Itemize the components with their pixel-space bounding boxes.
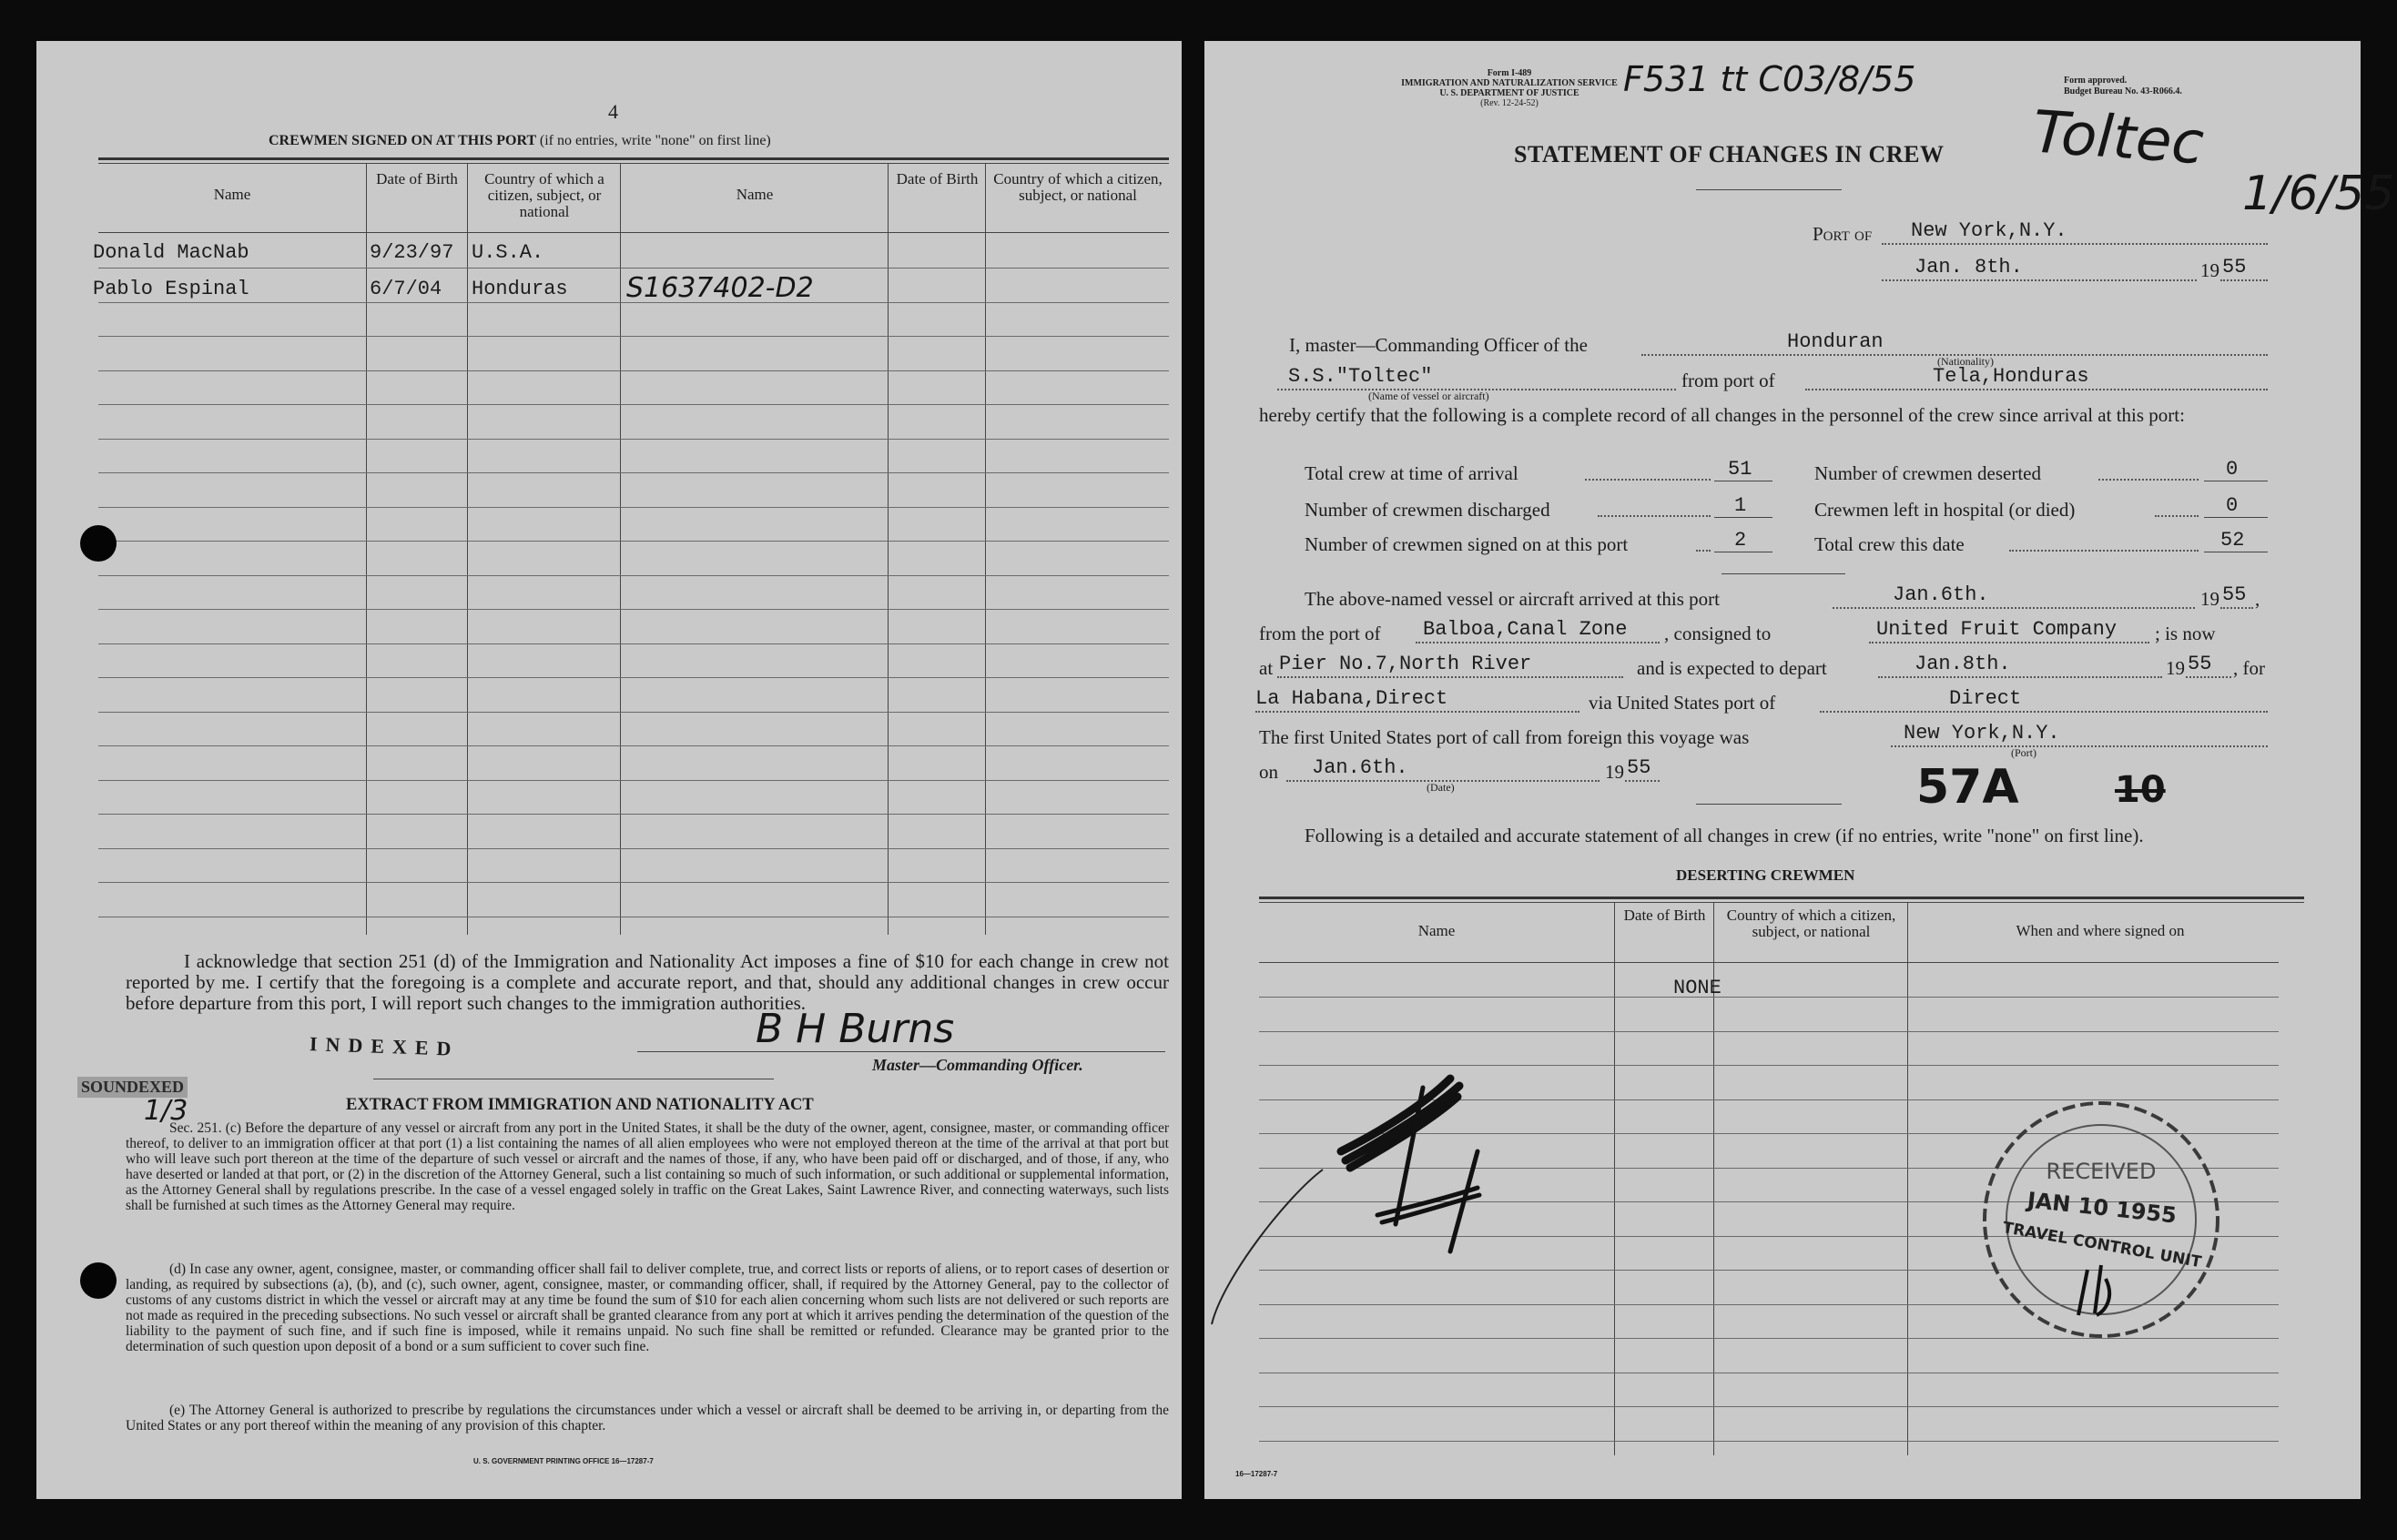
section-251d: (d) In case any owner, agent, consignee, master, or commanding officer shall fail to deliver complete, true, and correct lists or reports of aliens, or to report cases of desertion or landing, as required by subsections (a), (b), and (c), such owner, agent, consignee, master, or commanding officer, shall, if required by the Attorney General, pay to the collector of customs of any customs district in which the vessel or aircraft may at any time be found the sum of $10 for each alien concerning whom such lists are not delivered or such reports are not made as required in the preceding subsections. No such vessel or aircraft shall be granted clearance from any port at which it arrives pending the determination of the question of the liability to the payment of such fine, and if such fine is imposed, while it remains unpaid. No such fine shall be remitted or refunded. Clearance may be granted prior to the determination of such question upon deposit of a bond or a sum sufficient to cover such fine. [126, 1261, 1169, 1354]
expected-date: Jan.8th. [1915, 653, 2011, 675]
port-of-line [1882, 243, 2268, 245]
first-port-line [1891, 745, 2268, 747]
signature-line [637, 1051, 1165, 1052]
stat-value-total: 52 [2220, 529, 2245, 552]
page-number: 4 [608, 100, 618, 123]
table-header-rule [98, 232, 1169, 233]
none-entry: NONE [1673, 977, 1722, 999]
col-header-dob-2: Date of Birth [896, 170, 979, 187]
department-name: U. S. DEPARTMENT OF JUSTICE [1439, 88, 1579, 98]
punch-hole [80, 525, 117, 562]
table-row-rule [98, 370, 1169, 371]
des-col-header-name: Name [1417, 922, 1456, 939]
col-header-country-2: Country of which a citizen, subject, or national [993, 170, 1163, 204]
table-row-rule [98, 541, 1169, 542]
soundexed-stamp: SOUNDEXED [77, 1077, 188, 1098]
master-text: I, master—Commanding Officer of the [1289, 334, 1588, 356]
stat-dots [2155, 515, 2199, 517]
table-row-rule [98, 745, 1169, 746]
stat-line [2204, 517, 2268, 518]
expected-year-prefix: 19 [2166, 657, 2185, 679]
dest-line [1255, 711, 1579, 713]
handwritten-number: 57A [1916, 760, 2019, 815]
stat-dots [2098, 479, 2199, 481]
punch-hole [80, 1262, 117, 1299]
consigned-value: United Fruit Company [1876, 618, 2118, 641]
stat-dots [2009, 550, 2199, 552]
from-port-line [1805, 389, 2268, 390]
arrived-year-line [2220, 607, 2253, 609]
table-row-rule [98, 848, 1169, 849]
stamp-received-text: RECEIVED [2046, 1159, 2157, 1184]
crew-note-2: S1637402-D2 [626, 272, 814, 304]
crew-name-1: Donald MacNab [93, 241, 249, 264]
crew-country-2: Honduras [472, 278, 568, 300]
section-divider [1696, 804, 1842, 805]
deserting-title: DESERTING CREWMEN [1676, 866, 1855, 884]
via-line [1820, 711, 2268, 713]
date-line [1882, 279, 2197, 281]
vessel-caption: (Name of vessel or aircraft) [1368, 390, 1489, 402]
expected-date-line [1878, 676, 2162, 678]
expected-year: 55 [2188, 653, 2212, 675]
crew-country-1: U.S.A. [472, 241, 544, 264]
following-text: Following is a detailed and accurate statement of all changes in crew (if no entries, write "none" on first line). [1305, 825, 2144, 846]
extract-title: EXTRACT FROM IMMIGRATION AND NATIONALITY ACT [346, 1096, 814, 1114]
table-row-rule [98, 609, 1169, 610]
table-row-rule [98, 677, 1169, 678]
stamp-date-text: JAN 10 1955 [2026, 1187, 2179, 1229]
vessel-value: S.S."Toltec" [1288, 365, 1433, 388]
port-caption: (Port) [2011, 746, 2036, 759]
col-header-dob: Date of Birth [376, 170, 458, 187]
table-row-rule [1259, 1031, 2279, 1032]
des-col-header-country: Country of which a citizen, subject, or national [1726, 907, 1896, 940]
for-label: , for [2233, 657, 2265, 679]
stat-label-deserted: Number of crewmen deserted [1814, 462, 2041, 484]
des-table-header-rule [1259, 962, 2279, 963]
arrived-date-line [1833, 607, 2195, 609]
budget-block [2064, 76, 2182, 97]
handwritten-ship: Toltec [2030, 98, 2207, 178]
stamp-unit-text: TRAVEL CONTROL UNIT [2001, 1219, 2203, 1272]
port-of-label: Port of [1813, 223, 1873, 245]
first-port-label: The first United States port of call from foreign this voyage was [1259, 726, 1750, 748]
stat-dots [1696, 550, 1711, 552]
nationality-caption: (Nationality) [1937, 355, 1994, 368]
table-top-rule [98, 157, 1169, 160]
table-row-rule [98, 507, 1169, 508]
col-divider [467, 163, 468, 935]
arrived-text: The above-named vessel or aircraft arrived at this port [1305, 588, 1720, 610]
section-251e: (e) The Attorney General is authorized to prescribe by regulations the circumstances under which a vessel or aircraft shall be deemed to be arriving in, or departing from the United States or any port thereof within the meaning of any provision of this chapter. [126, 1403, 1169, 1434]
table-row-rule [1259, 1441, 2279, 1442]
arrived-year-prefix: 19 [2200, 588, 2219, 610]
col-divider [888, 163, 889, 935]
des-table-top-rule-2 [1259, 902, 2304, 903]
col-header-name-2: Name [736, 186, 774, 203]
consigned-line [1869, 642, 2149, 643]
left-page [36, 41, 1182, 1499]
table-row-rule [98, 575, 1169, 576]
crew-name-2: Pablo Espinal [93, 278, 249, 300]
stat-line [1714, 517, 1772, 518]
crew-signed-title: CREWMEN SIGNED ON AT THIS PORT (if no entries, write "none" on first line) [269, 133, 771, 148]
table-row-rule [98, 780, 1169, 781]
table-row-rule [98, 882, 1169, 883]
at-label: at [1259, 657, 1274, 679]
col-divider [620, 163, 621, 935]
stat-label-arrival: Total crew at time of arrival [1305, 462, 1518, 484]
certify-text: hereby certify that the following is a complete record of all changes in the personnel of the crew since arrival at this port: [1259, 404, 2185, 426]
printer-line-right: 16—17287-7 [1235, 1470, 1278, 1478]
table-row-rule [98, 472, 1169, 473]
on-date: Jan.6th. [1312, 756, 1408, 779]
table-row-rule [1259, 1406, 2279, 1407]
des-col-header-when: When and where signed on [2016, 922, 2185, 939]
arrived-year: 55 [2222, 583, 2247, 606]
stat-dots [1585, 479, 1711, 481]
from-port-label: from port of [1681, 370, 1775, 391]
des-col-header-dob: Date of Birth [1623, 907, 1706, 924]
stat-label-total: Total crew this date [1814, 533, 1965, 555]
stats-divider [1722, 573, 1845, 574]
form-number: Form I-489 [1487, 68, 1532, 78]
table-row-rule [98, 439, 1169, 440]
on-year: 55 [1627, 756, 1651, 779]
stat-value-discharged: 1 [1734, 494, 1747, 517]
dest-value: La Habana,Direct [1255, 687, 1448, 710]
file-reference: F531 tt C03/8/55 [1623, 59, 1916, 99]
from-port-value: Tela,Honduras [1933, 365, 2089, 388]
agency-name: IMMIGRATION AND NATURALIZATION SERVICE [1401, 78, 1618, 88]
struck-out-number: 10 [2115, 769, 2166, 811]
table-row-rule [98, 404, 1169, 405]
table-top-rule-2 [98, 163, 1169, 164]
form-revision: (Rev. 12-24-52) [1480, 98, 1539, 108]
col-divider [366, 163, 367, 935]
form-header [1391, 68, 1628, 108]
pen-scribble [1204, 1042, 1587, 1333]
indexed-stamp: INDEXED [309, 1032, 460, 1060]
handwritten-date: 1/6/55 [2242, 167, 2395, 221]
date-value: Jan. 8th. [1915, 256, 2023, 279]
date-caption: (Date) [1427, 781, 1455, 794]
is-now-label: ; is now [2155, 623, 2216, 644]
table-row-rule [98, 336, 1169, 337]
via-value: Direct [1949, 687, 2022, 710]
des-table-top-rule [1259, 897, 2304, 899]
title-underline [1696, 189, 1842, 190]
acknowledgement-text: I acknowledge that section 251 (d) of the Immigration and Nationality Act imposes a fine of $10 for each change in crew not reported by me. I certify that the foregoing is a complete and accurate report, and that, should any additional changes in crew occur before departure from this port, I will report such changes to the immigration authorities. [126, 950, 1169, 1014]
stat-value-deserted: 0 [2226, 458, 2239, 481]
from-the-port-label: from the port of [1259, 623, 1381, 644]
stat-label-discharged: Number of crewmen discharged [1305, 499, 1550, 521]
form-approved: Form approved. [2064, 76, 2128, 86]
stat-value-signed-on: 2 [1734, 529, 1747, 552]
stat-label-hospital: Crewmen left in hospital (or died) [1814, 499, 2076, 521]
table-row-rule [98, 643, 1169, 644]
margin-mark: 1/3 [144, 1095, 188, 1127]
form-title: STATEMENT OF CHANGES IN CREW [1514, 141, 1945, 167]
received-stamp [1969, 1088, 2233, 1352]
stat-value-hospital: 0 [2226, 494, 2239, 517]
via-label: via United States port of [1589, 692, 1776, 714]
from-the-port-line [1416, 642, 1660, 643]
first-port-value: New York,N.Y. [1904, 722, 2060, 745]
arrived-date: Jan.6th. [1893, 583, 1989, 606]
at-line [1277, 676, 1623, 678]
year-value: 55 [2222, 256, 2247, 279]
arrived-comma: , [2255, 588, 2260, 610]
budget-number: Budget Bureau No. 43-R066.4. [2064, 86, 2182, 96]
stat-dots [1598, 515, 1711, 517]
at-value: Pier No.7,North River [1279, 653, 1532, 675]
crew-dob-1: 9/23/97 [370, 241, 454, 264]
from-the-port-value: Balboa,Canal Zone [1423, 618, 1628, 641]
on-year-line [1625, 780, 1660, 782]
table-row-rule [98, 814, 1169, 815]
master-signature: B H Burns [756, 1006, 955, 1052]
consigned-label: , consigned to [1664, 623, 1772, 644]
table-row-rule [1259, 997, 2279, 998]
on-label: on [1259, 761, 1278, 783]
year-prefix: 19 [2200, 259, 2219, 281]
year-line [2220, 279, 2268, 281]
port-of-value: New York,N.Y. [1911, 219, 2067, 242]
right-page [1204, 41, 2395, 1499]
section-251c: Sec. 251. (c) Before the departure of any vessel or aircraft from any port in the United States, it shall be the duty of the owner, agent, consignee, master, or commanding officer thereof, to deliver to an immigration officer at that port (1) a list containing the names of all alien employees who were not employed thereon at the time of the arrival at that port but who will leave such port thereon at the time of the departure of such vessel or aircraft and the names of those, if any, who have been paid off or discharged, and of those, if any, who have deserted or landed at that port, or (2) in the discretion of the Attorney General, such a list containing so much of such information, or such additional or supplemental information, as the Attorney General shall by regulations prescribe. In the case of a vessel engaged solely in traffic on the Great Lakes, Saint Lawrence River, and connecting waterways, such lists shall be furnished at such times as the Attorney General may require. [126, 1120, 1169, 1213]
stat-value-arrival: 51 [1728, 458, 1752, 481]
expected-label: and is expected to depart [1637, 657, 1827, 679]
expected-year-line [2186, 676, 2231, 678]
col-header-country: Country of which a citizen, subject, or national [484, 170, 604, 220]
stat-label-signed-on: Number of crewmen signed on at this port [1305, 533, 1629, 555]
master-label: Master—Commanding Officer. [872, 1056, 1083, 1074]
crew-dob-2: 6/7/04 [370, 278, 442, 300]
col-header-name: Name [213, 186, 251, 203]
printer-line-left: U. S. GOVERNMENT PRINTING OFFICE 16—17287-7 [473, 1457, 654, 1465]
col-divider [985, 163, 986, 935]
nationality-value: Honduran [1787, 330, 1884, 353]
table-row-rule [98, 712, 1169, 713]
on-year-prefix: 19 [1605, 761, 1624, 783]
